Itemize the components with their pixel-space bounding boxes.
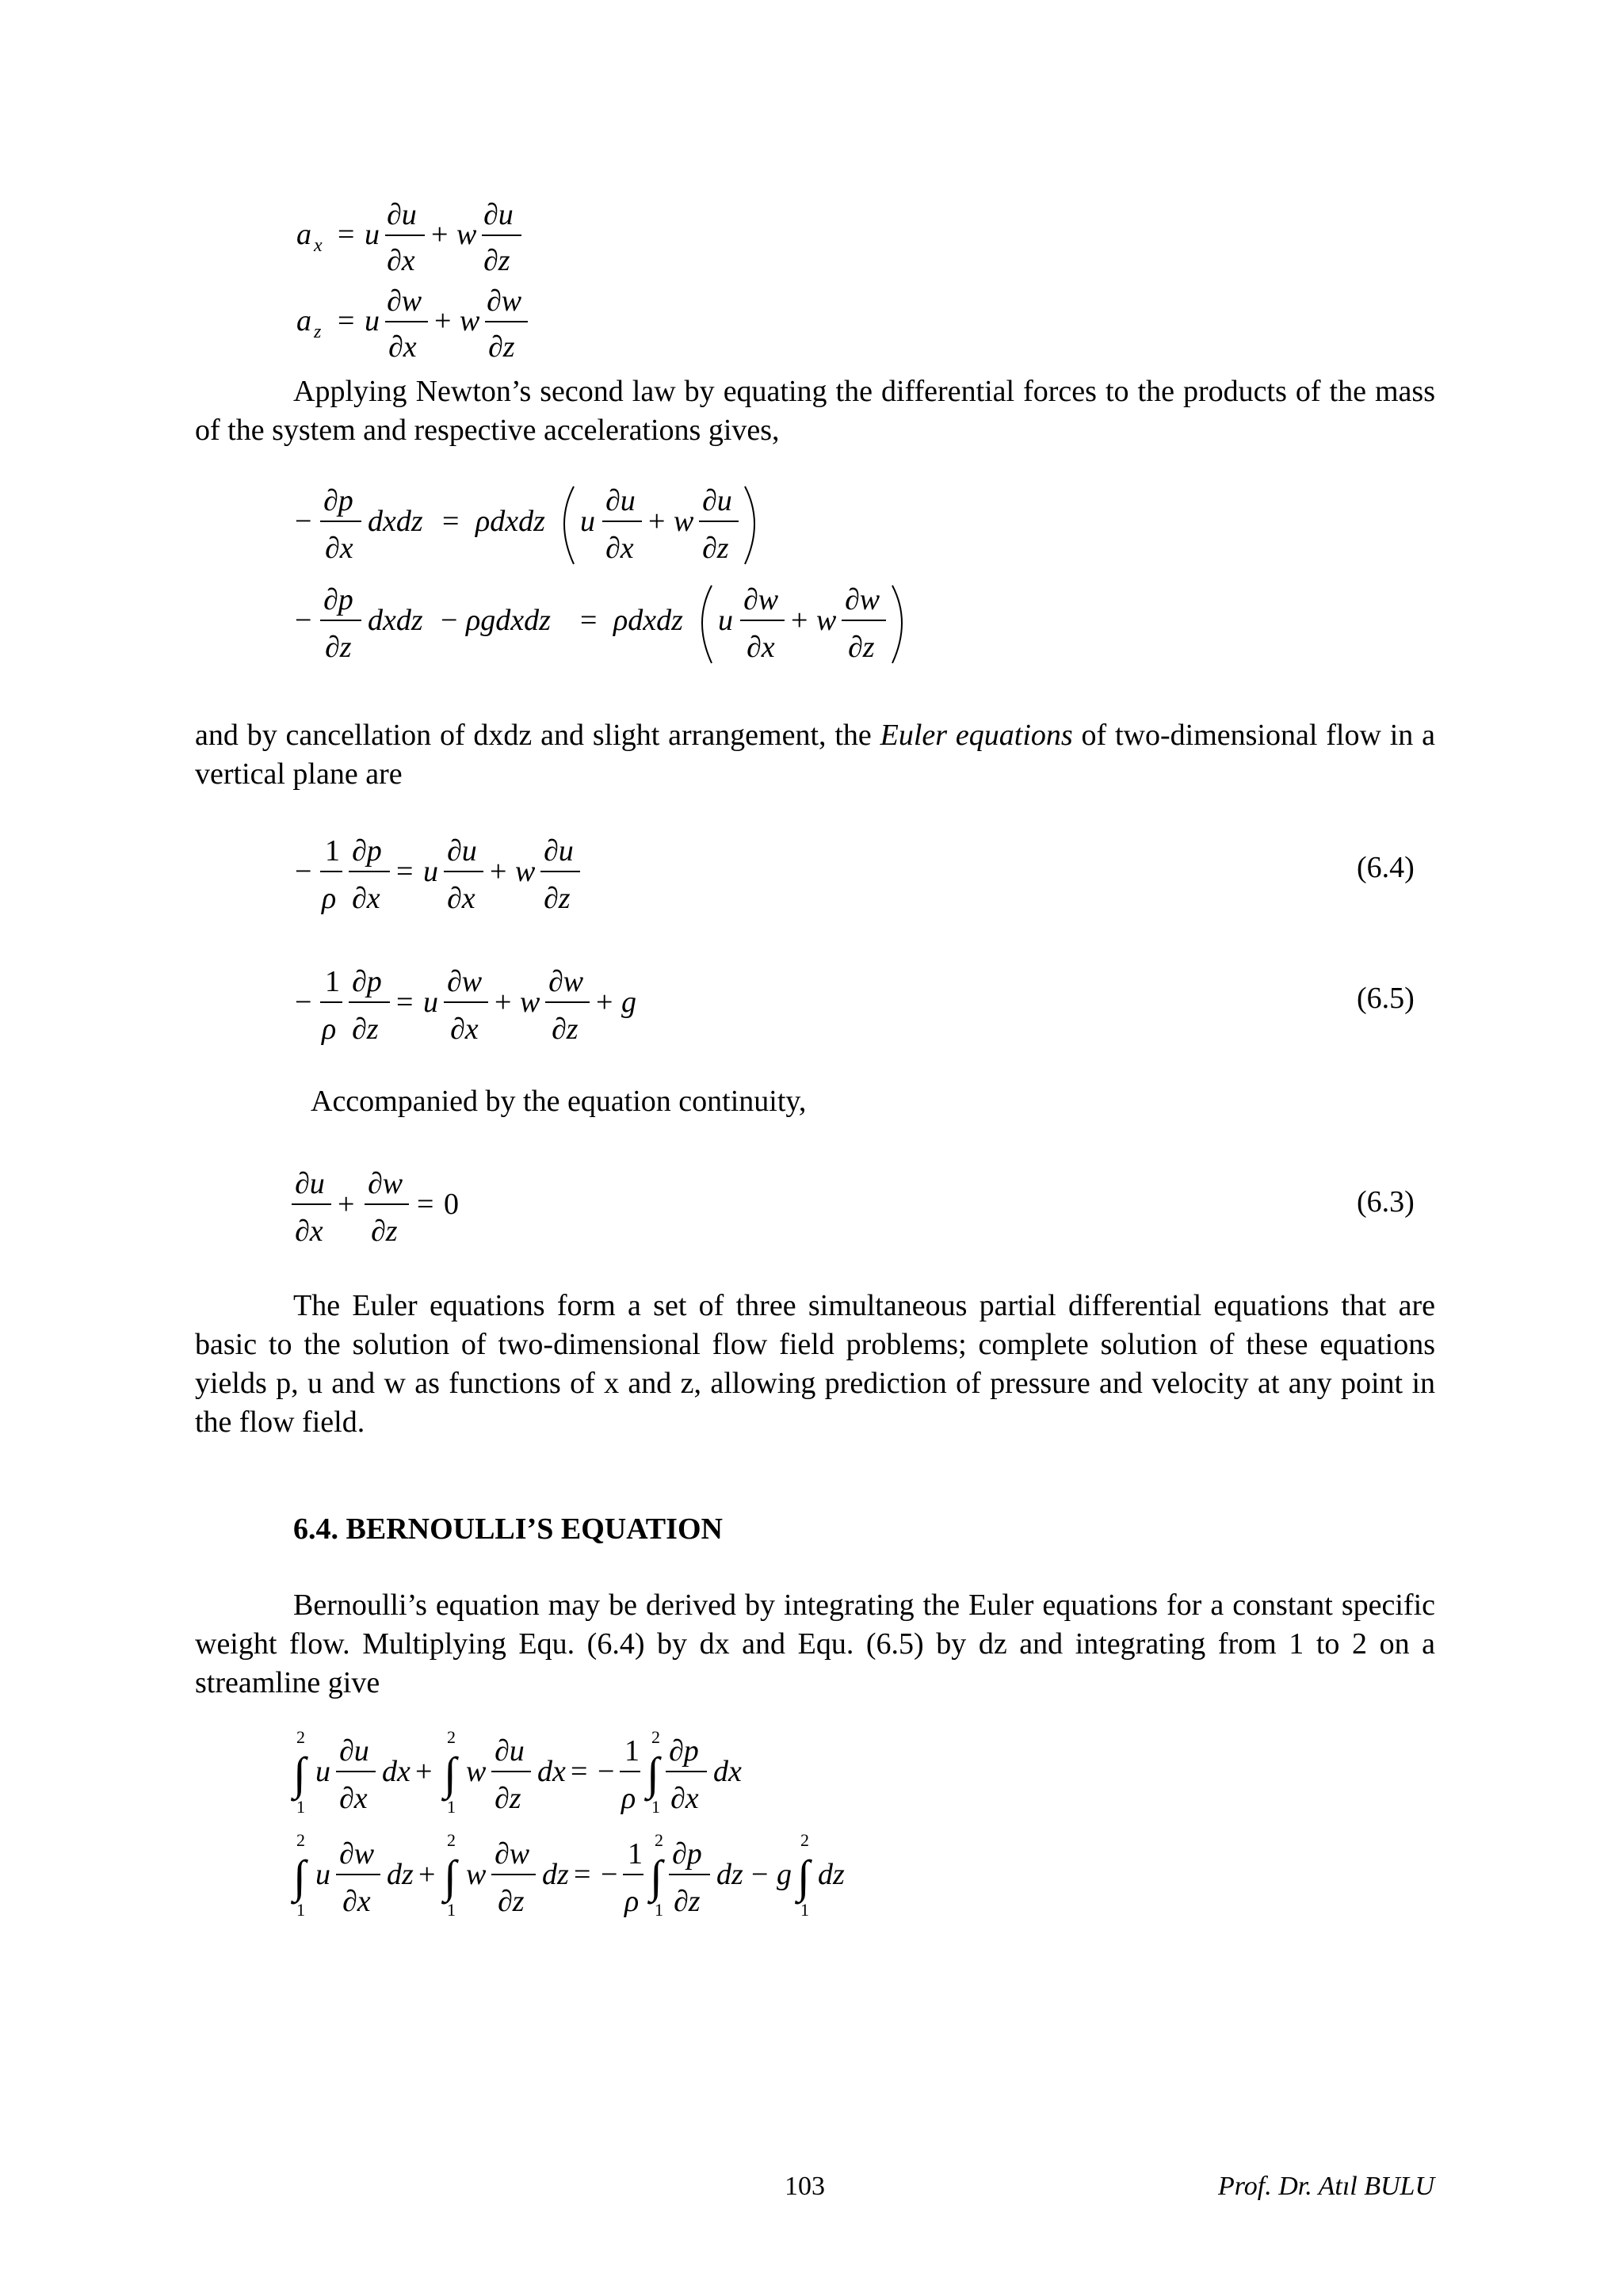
svg-text:1: 1 — [651, 1797, 660, 1817]
svg-text:∂w: ∂w — [548, 965, 584, 998]
equation-6-3 — [285, 1158, 491, 1261]
svg-text:ρ: ρ — [322, 882, 337, 915]
svg-text:1: 1 — [325, 965, 340, 998]
svg-text:∂z: ∂z — [488, 330, 515, 364]
svg-text:+: + — [791, 604, 808, 637]
svg-text:∂p: ∂p — [323, 484, 353, 517]
svg-text:∂z: ∂z — [498, 1885, 525, 1918]
svg-text:∂p: ∂p — [672, 1837, 702, 1871]
svg-text:u: u — [315, 1858, 330, 1891]
svg-text:u: u — [423, 855, 438, 888]
paragraph-euler-intro-text: and by cancellation of dxdz and slight arrangement, the — [195, 719, 880, 752]
svg-text:a: a — [296, 218, 311, 251]
svg-text:−: − — [295, 505, 312, 538]
svg-text:dz: dz — [387, 1858, 414, 1891]
svg-text:∂p: ∂p — [669, 1734, 699, 1768]
acceleration-equations — [285, 194, 634, 372]
svg-text:∂w: ∂w — [368, 1167, 403, 1200]
svg-text:ρ: ρ — [621, 1782, 636, 1815]
svg-text:∫: ∫ — [293, 1851, 306, 1902]
svg-text:−: − — [441, 604, 458, 637]
newton-equations — [285, 475, 919, 689]
svg-text:w: w — [460, 304, 480, 338]
svg-text:∂z: ∂z — [702, 532, 729, 565]
svg-text:=: = — [396, 986, 414, 1019]
svg-text:∂p: ∂p — [352, 965, 382, 998]
svg-text:1: 1 — [296, 1797, 305, 1817]
svg-text:=: = — [338, 218, 355, 251]
svg-text:∂z: ∂z — [371, 1215, 398, 1248]
svg-text:∂u: ∂u — [295, 1167, 325, 1200]
svg-text:u: u — [365, 218, 380, 251]
svg-text:dz: dz — [716, 1858, 743, 1891]
paragraph-euler-intro-tail: of two-dimensional flow in a vertical plane are — [195, 719, 1435, 791]
svg-text:∂x: ∂x — [450, 1013, 479, 1046]
svg-text:+: + — [648, 505, 666, 538]
svg-text:w: w — [674, 505, 694, 538]
svg-text:∂u: ∂u — [702, 484, 732, 517]
svg-text:ρ: ρ — [322, 1013, 337, 1046]
svg-text:2: 2 — [296, 1830, 305, 1850]
svg-text:−: − — [295, 986, 312, 1019]
svg-text:∫: ∫ — [444, 1851, 456, 1902]
svg-text:1: 1 — [655, 1900, 663, 1920]
svg-text:ρ: ρ — [624, 1885, 640, 1918]
svg-text:∂z: ∂z — [495, 1782, 521, 1815]
svg-text:u: u — [423, 986, 438, 1019]
svg-text:∂x: ∂x — [295, 1215, 323, 1248]
svg-text:u: u — [315, 1755, 330, 1788]
svg-text:∂u: ∂u — [339, 1734, 369, 1768]
paragraph-continuity: Accompanied by the equation continuity, — [311, 1085, 807, 1118]
svg-text:∫: ∫ — [650, 1851, 663, 1902]
svg-text:dxdz: dxdz — [368, 505, 423, 538]
svg-text:dxdz: dxdz — [368, 604, 423, 637]
svg-text:∂z: ∂z — [552, 1013, 579, 1046]
svg-text:∂x: ∂x — [352, 882, 380, 915]
svg-text:+: + — [418, 1858, 436, 1891]
svg-text:∂x: ∂x — [342, 1885, 371, 1918]
svg-text:1: 1 — [800, 1900, 809, 1920]
svg-text:∂z: ∂z — [325, 631, 352, 664]
svg-text:w: w — [466, 1755, 487, 1788]
equation-number-6-5: (6.5) — [1357, 982, 1415, 1015]
svg-text:+: + — [431, 218, 449, 251]
svg-text:2: 2 — [296, 1727, 305, 1747]
paragraph-bernoulli: Bernoulli’s equation may be derived by integrating the Euler equations for a constant specific weight flow. Multiplying Equ. (6.4) by dx and Equ. (6.5) by dz and integrating from 1 to 2 on a streamline give — [195, 1589, 1435, 1699]
svg-text:∂x: ∂x — [605, 532, 634, 565]
svg-text:+: + — [495, 986, 512, 1019]
svg-text:∂x: ∂x — [387, 244, 415, 277]
svg-text:∂p: ∂p — [352, 834, 382, 868]
paragraph-euler-set: The Euler equations form a set of three simultaneous partial differential equations that are basic to the solution of two-dimensional flow field problems; complete solution of these equations yields p, u and w as functions of x and z, allowing prediction of pressure and velocity at any point in the flow field. — [195, 1289, 1435, 1439]
svg-text:∂u: ∂u — [495, 1734, 525, 1768]
svg-text:∂u: ∂u — [544, 834, 574, 868]
svg-text:2: 2 — [447, 1727, 456, 1747]
svg-text:ρdxdz: ρdxdz — [613, 604, 683, 637]
svg-text:∂z: ∂z — [674, 1885, 701, 1918]
svg-text:g: g — [621, 986, 636, 1019]
section-heading: 6.4. BERNOULLI’S EQUATION — [293, 1512, 723, 1546]
svg-text:=: = — [571, 1755, 588, 1788]
equation-number-6-4: (6.4) — [1357, 851, 1415, 884]
svg-text:∂u: ∂u — [447, 834, 477, 868]
svg-text:0: 0 — [444, 1188, 459, 1221]
svg-text:∂z: ∂z — [848, 631, 875, 664]
svg-text:dx: dx — [713, 1755, 742, 1788]
svg-text:a: a — [296, 304, 311, 338]
svg-text:∂u: ∂u — [387, 198, 417, 231]
equation-6-4 — [285, 824, 618, 927]
svg-text:1: 1 — [628, 1837, 643, 1871]
svg-text:u: u — [718, 604, 733, 637]
svg-text:∂x: ∂x — [447, 882, 475, 915]
svg-text:−: − — [295, 604, 312, 637]
svg-text:dx: dx — [382, 1755, 411, 1788]
svg-text:−: − — [751, 1858, 769, 1891]
svg-text:=: = — [574, 1858, 591, 1891]
svg-text:1: 1 — [296, 1900, 305, 1920]
svg-text:1: 1 — [447, 1797, 456, 1817]
svg-text:=: = — [338, 304, 355, 338]
svg-text:∂w: ∂w — [743, 583, 779, 616]
svg-text:∫: ∫ — [797, 1851, 810, 1902]
paragraph-newton: Applying Newton’s second law by equating the differential forces to the products of the mass of the system and respective accelerations gives, — [195, 375, 1435, 447]
svg-text:=: = — [442, 505, 460, 538]
svg-text:∂x: ∂x — [670, 1782, 699, 1815]
svg-text:∂z: ∂z — [544, 882, 571, 915]
svg-text:2: 2 — [447, 1830, 456, 1850]
svg-text:2: 2 — [800, 1830, 809, 1850]
svg-text:z: z — [314, 322, 322, 342]
svg-text:dz: dz — [818, 1858, 845, 1891]
integral-equations — [285, 1727, 888, 1949]
svg-text:+: + — [490, 855, 507, 888]
euler-equations-term: Euler equations — [880, 719, 1073, 752]
svg-text:+: + — [338, 1188, 355, 1221]
svg-text:∂x: ∂x — [339, 1782, 368, 1815]
svg-text:∂u: ∂u — [605, 484, 636, 517]
svg-text:1: 1 — [624, 1734, 640, 1768]
equation-number-6-3: (6.3) — [1357, 1185, 1415, 1219]
svg-text:=: = — [580, 604, 598, 637]
svg-text:∂x: ∂x — [747, 631, 775, 664]
svg-text:=: = — [417, 1188, 434, 1221]
svg-text:∂u: ∂u — [483, 198, 514, 231]
svg-text:g: g — [777, 1858, 792, 1891]
svg-text:w: w — [515, 855, 536, 888]
svg-text:∂w: ∂w — [495, 1837, 530, 1871]
svg-text:w: w — [456, 218, 477, 251]
svg-text:2: 2 — [655, 1830, 663, 1850]
svg-text:∂w: ∂w — [387, 284, 422, 318]
svg-text:+: + — [434, 304, 452, 338]
svg-text:=: = — [396, 855, 414, 888]
svg-text:∫: ∫ — [444, 1748, 456, 1799]
svg-text:∂z: ∂z — [483, 244, 510, 277]
svg-text:∂w: ∂w — [845, 583, 880, 616]
svg-text:∫: ∫ — [647, 1748, 659, 1799]
svg-text:∫: ∫ — [293, 1748, 306, 1799]
svg-text:dx: dx — [537, 1755, 566, 1788]
svg-text:2: 2 — [651, 1727, 660, 1747]
svg-text:−: − — [598, 1755, 615, 1788]
svg-text:∂w: ∂w — [447, 965, 483, 998]
paragraph-euler-intro — [195, 716, 1435, 794]
svg-text:1: 1 — [325, 834, 340, 868]
svg-text:−: − — [295, 855, 312, 888]
equation-6-5 — [285, 955, 682, 1058]
svg-text:ρgdxdz: ρgdxdz — [466, 604, 551, 637]
svg-text:w: w — [520, 986, 540, 1019]
svg-text:−: − — [601, 1858, 618, 1891]
svg-text:∂z: ∂z — [352, 1013, 379, 1046]
svg-text:w: w — [816, 604, 837, 637]
page-number: 103 — [785, 2172, 825, 2201]
svg-text:u: u — [365, 304, 380, 338]
svg-text:u: u — [580, 505, 595, 538]
svg-text:ρdxdz: ρdxdz — [475, 505, 545, 538]
svg-text:dz: dz — [542, 1858, 569, 1891]
svg-text:+: + — [415, 1755, 433, 1788]
footer-author: Prof. Dr. Atıl BULU — [1218, 2172, 1434, 2201]
svg-text:+: + — [596, 986, 613, 1019]
svg-text:∂x: ∂x — [325, 532, 353, 565]
svg-text:x: x — [314, 235, 323, 256]
svg-text:w: w — [466, 1858, 487, 1891]
svg-text:∂w: ∂w — [487, 284, 522, 318]
svg-text:∂p: ∂p — [323, 583, 353, 616]
svg-text:∂x: ∂x — [388, 330, 417, 364]
svg-text:∂w: ∂w — [339, 1837, 375, 1871]
svg-text:1: 1 — [447, 1900, 456, 1920]
